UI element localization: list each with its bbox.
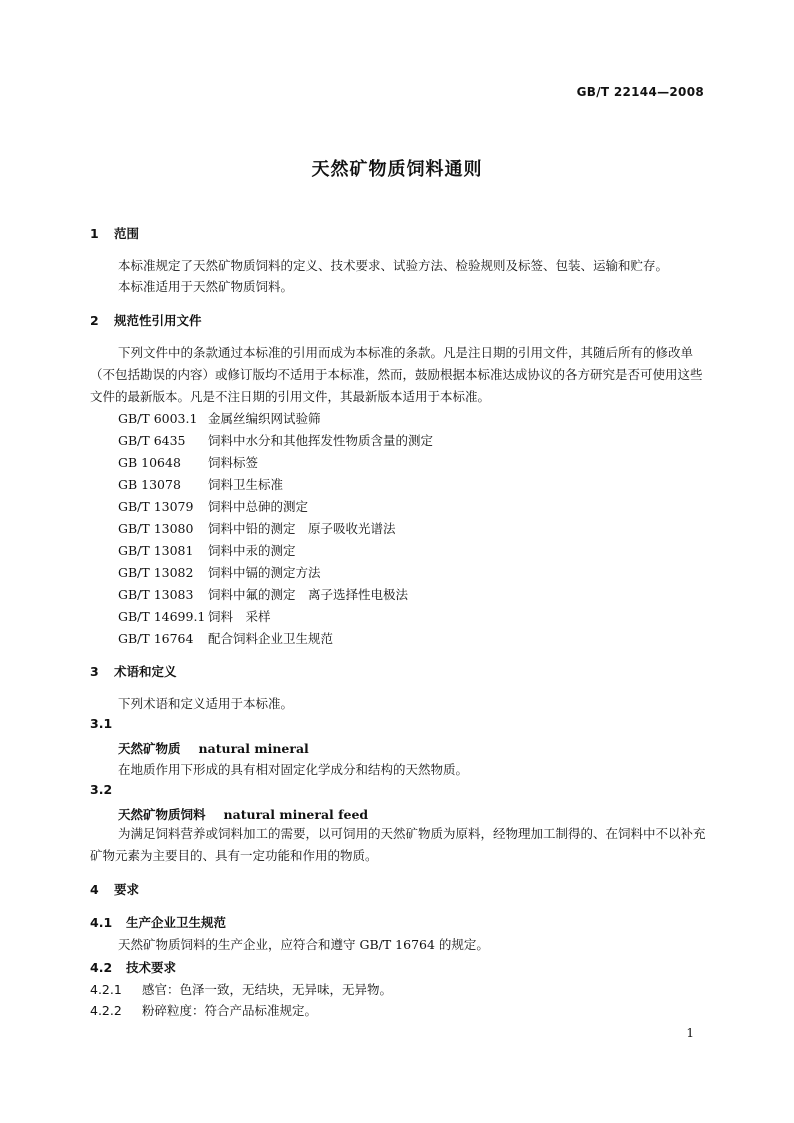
clause-number: 4.2.2 (90, 1003, 122, 1018)
clause-4-2-1 (90, 980, 392, 998)
term-en: natural mineral feed (223, 807, 369, 822)
page-number: 1 (686, 1026, 694, 1040)
reference-item (118, 475, 283, 493)
reference-item (118, 431, 433, 449)
subsection-number: 4.2 (90, 960, 113, 975)
section-number: 2 (90, 313, 99, 328)
term-heading (118, 739, 309, 757)
reference-item (118, 409, 321, 427)
reference-item (118, 607, 271, 625)
document-title: 天然矿物质饲料通则 (311, 159, 483, 180)
clause-number: 4.2.1 (90, 982, 122, 997)
reference-code: GB/T 13083 (118, 587, 194, 602)
subsection-title: 生产企业卫生规范 (126, 915, 227, 930)
section-4-heading (90, 880, 139, 898)
reference-code: GB 10648 (118, 455, 181, 470)
reference-code: GB/T 13079 (118, 499, 194, 514)
section-1-para-2: 本标准适用于天然矿物质饲料。 (118, 279, 294, 294)
section-title: 要求 (114, 882, 140, 897)
section-3-intro: 下列术语和定义适用于本标准。 (118, 696, 294, 711)
section-2-para: 下列文件中的条款通过本标准的引用而成为本标准的条款。凡是注日期的引用文件，其随后所有的修改单（不包括勘误的内容）或修订版均不适用于本标准，然而，鼓励根据本标准达成协议的各方研究是否可使用这些文件的最新版本。凡是不注日期的引用文件，其最新版本适用于本标准。 (90, 345, 703, 404)
section-number: 4 (90, 882, 99, 897)
reference-item (118, 541, 296, 559)
reference-item (118, 453, 258, 471)
reference-code: GB/T 13080 (118, 521, 194, 536)
reference-item (118, 629, 333, 647)
section-title: 范围 (114, 226, 140, 241)
reference-name: 饲料卫生标准 (208, 477, 284, 492)
reference-name: 饲料中镉的测定方法 (208, 565, 321, 580)
term-zh: 天然矿物质饲料 (118, 807, 206, 822)
reference-code: GB/T 13082 (118, 565, 194, 580)
section-title: 规范性引用文件 (114, 313, 202, 328)
section-title: 术语和定义 (114, 664, 177, 679)
reference-item (118, 497, 308, 515)
term-heading (118, 805, 368, 823)
subsection-number: 4.1 (90, 915, 113, 930)
term-definition: 在地质作用下形成的具有相对固定化学成分和结构的天然物质。 (118, 762, 469, 777)
reference-code: GB/T 13081 (118, 543, 194, 558)
reference-code: GB/T 16764 (118, 631, 194, 646)
reference-name: 饲料中铅的测定 原子吸收光谱法 (208, 521, 396, 536)
subsection-4-2-heading (90, 958, 176, 976)
clause-text: 感官：色泽一致，无结块，无异味，无异物。 (142, 982, 393, 997)
section-2-heading (90, 311, 202, 329)
reference-code: GB 13078 (118, 477, 181, 492)
section-number: 1 (90, 226, 99, 241)
reference-item (118, 519, 396, 537)
reference-code: GB/T 6003.1 (118, 411, 198, 426)
reference-name: 饲料 采样 (208, 609, 271, 624)
reference-name: 饲料中氟的测定 离子选择性电极法 (208, 587, 409, 602)
reference-item (118, 563, 321, 581)
subsection-title: 技术要求 (126, 960, 177, 975)
reference-code: GB/T 14699.1 (118, 609, 206, 624)
standard-number: GB/T 22144—2008 (576, 85, 704, 99)
term-number: 3.1 (90, 716, 113, 731)
clause-text: 粉碎粒度：符合产品标准规定。 (142, 1003, 318, 1018)
reference-item (118, 585, 408, 603)
reference-name: 饲料中汞的测定 (208, 543, 296, 558)
section-number: 3 (90, 664, 99, 679)
term-definition: 为满足饲料营养或饲料加工的需要，以可饲用的天然矿物质为原料，经物理加工制得的、在饲料中不以补充矿物元素为主要目的、具有一定功能和作用的物质。 (90, 826, 706, 863)
reference-name: 饲料中水分和其他挥发性物质含量的测定 (208, 433, 434, 448)
section-1-para-1: 本标准规定了天然矿物质饲料的定义、技术要求、试验方法、检验规则及标签、包装、运输和贮存。 (118, 258, 669, 273)
reference-name: 配合饲料企业卫生规范 (208, 631, 334, 646)
reference-code: GB/T 6435 (118, 433, 186, 448)
clause-4-2-2 (90, 1001, 317, 1019)
reference-name: 饲料标签 (208, 455, 259, 470)
section-3-heading (90, 662, 177, 680)
term-number: 3.2 (90, 782, 113, 797)
term-zh: 天然矿物质 (118, 741, 181, 756)
reference-name: 饲料中总砷的测定 (208, 499, 309, 514)
subsection-4-1-para: 天然矿物质饲料的生产企业，应符合和遵守 GB/T 16764 的规定。 (118, 937, 489, 952)
section-1-heading (90, 224, 139, 242)
term-en: natural mineral (198, 741, 309, 756)
subsection-4-1-heading (90, 913, 226, 931)
reference-name: 金属丝编织网试验筛 (208, 411, 321, 426)
